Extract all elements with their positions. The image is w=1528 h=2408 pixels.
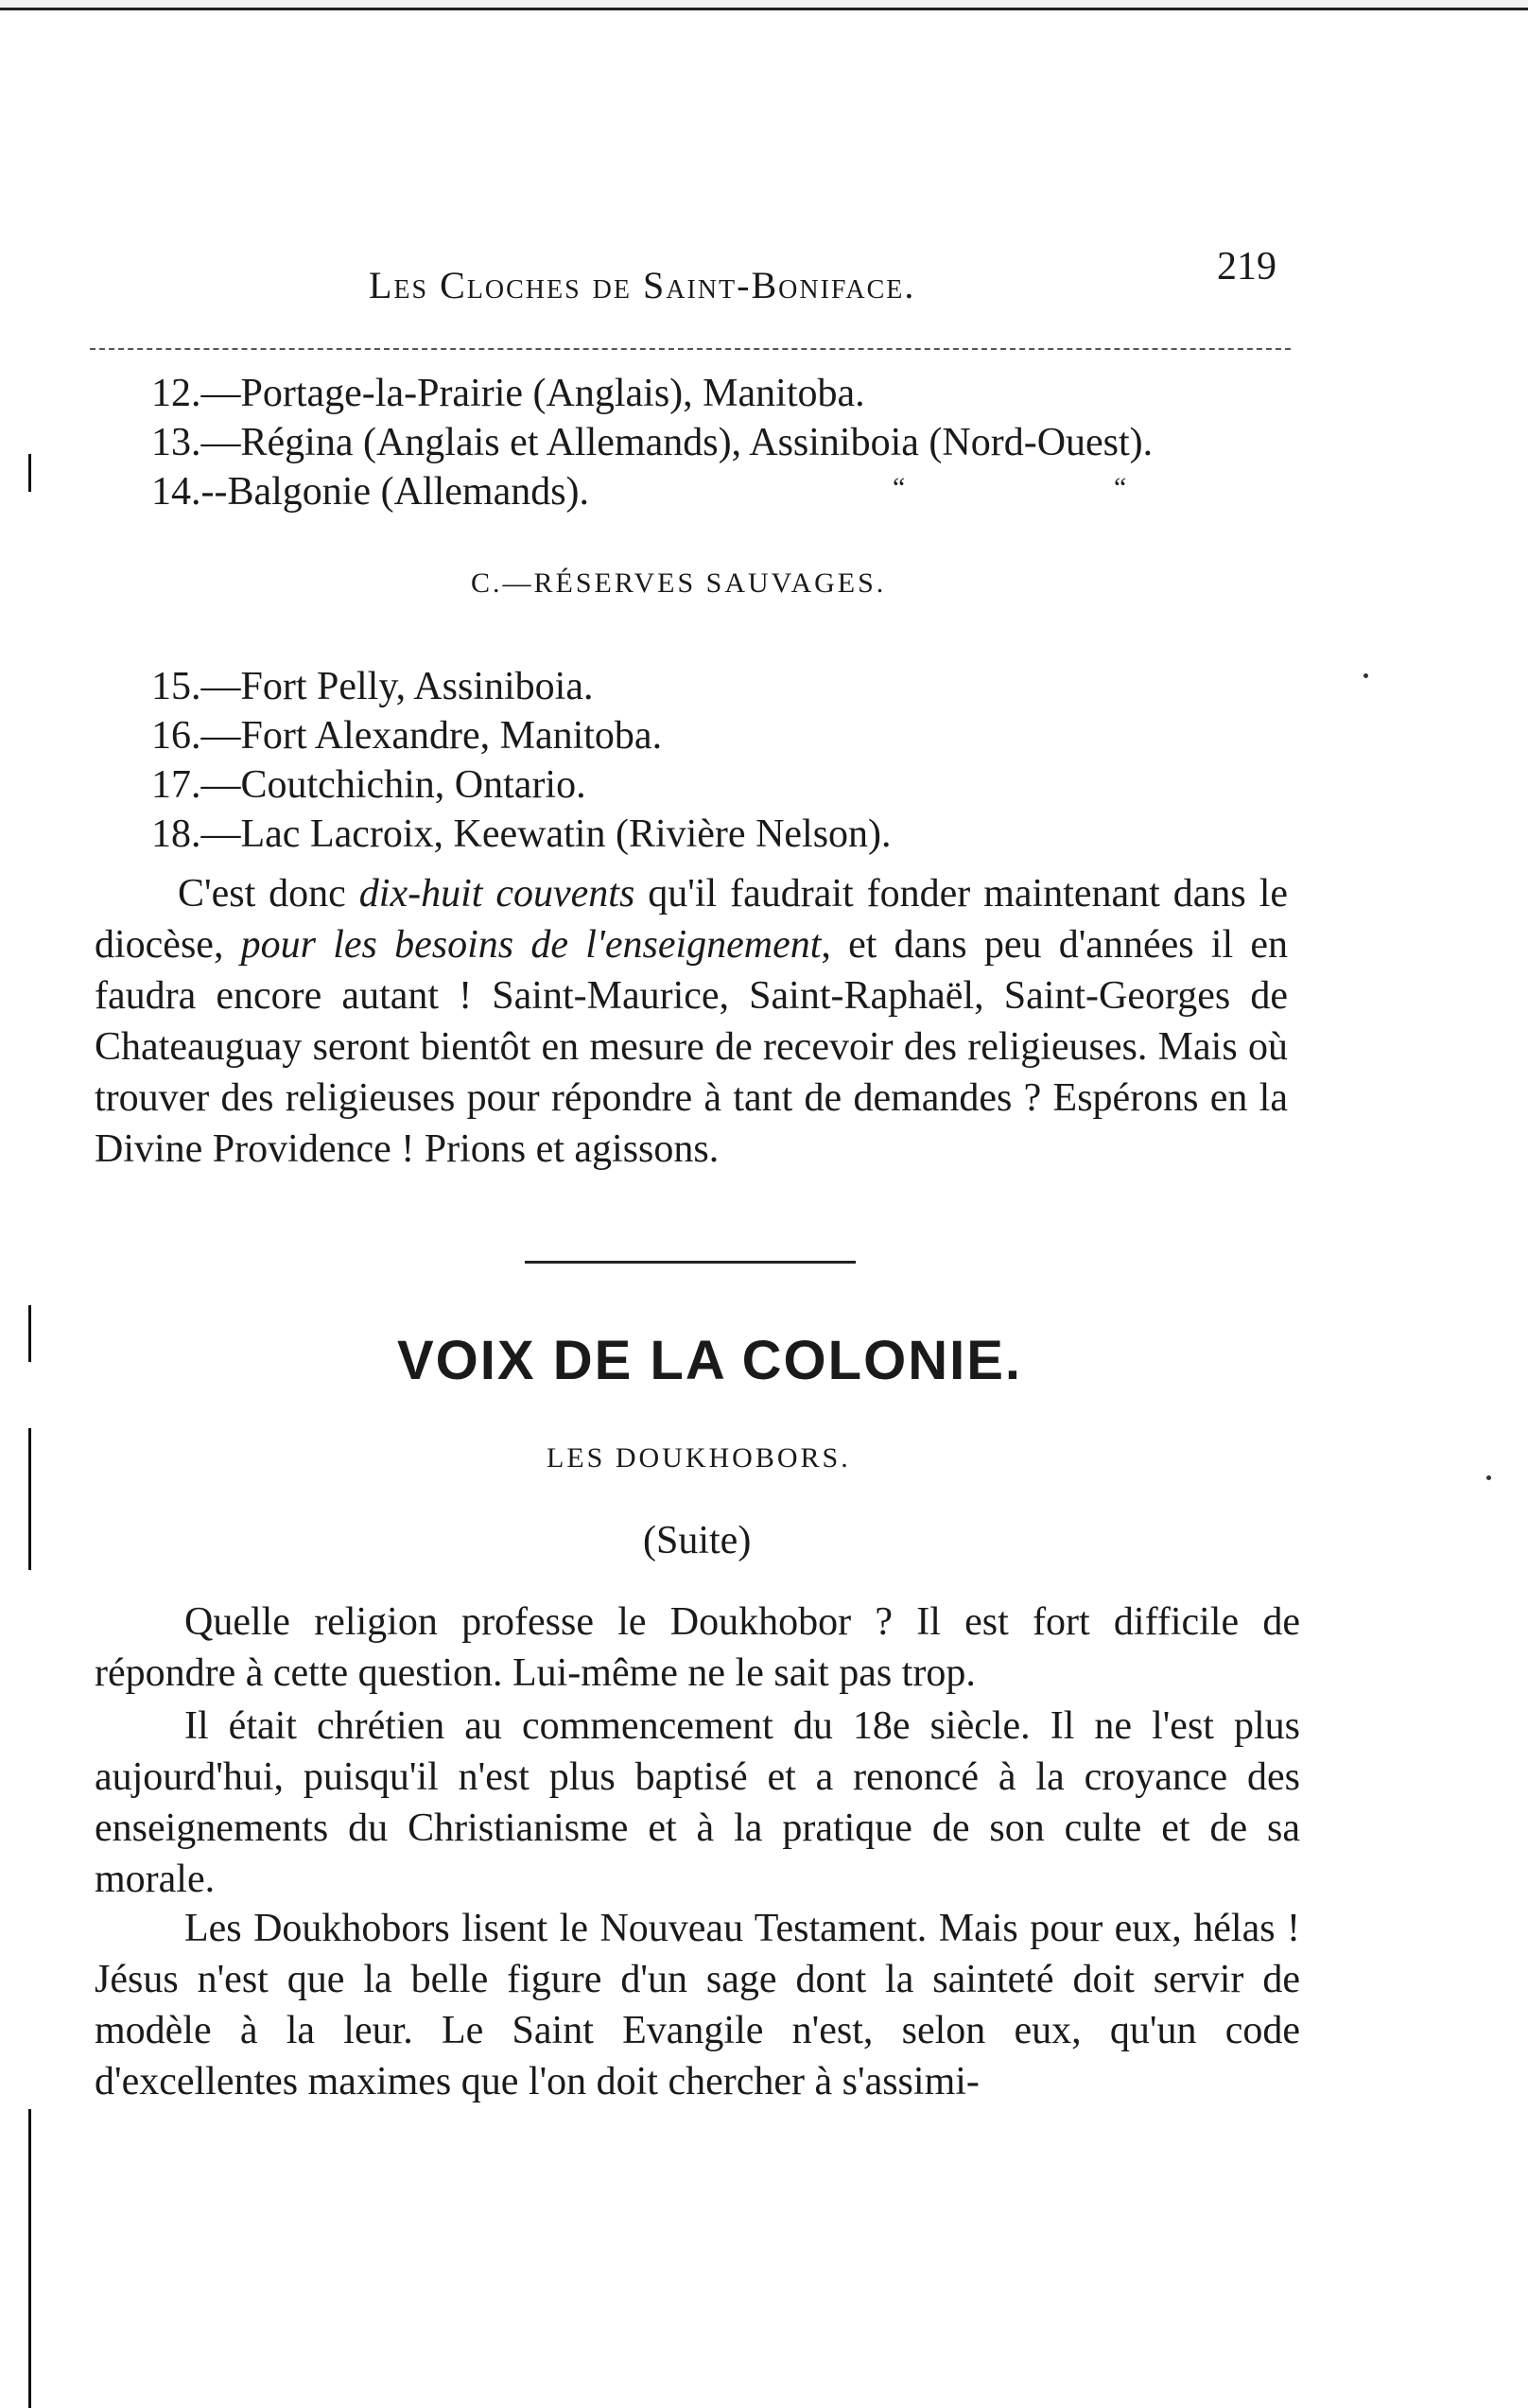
- emphasis: pour les besoins de l'enseignement: [240, 923, 822, 967]
- left-margin-mark: [28, 1305, 31, 1362]
- header-rule: [90, 348, 1291, 350]
- emphasis: dix-huit couvents: [358, 872, 635, 916]
- list-item: 13.—Régina (Anglais et Allemands), Assiniboia (Nord-Ouest).: [151, 421, 1154, 464]
- running-title: Les Cloches de Saint-Boniface.: [369, 264, 916, 306]
- left-margin-mark: [28, 454, 31, 492]
- running-header: [350, 244, 1276, 310]
- page-number: 219: [1217, 245, 1276, 288]
- section-heading-reserves: C.—RÉSERVES SAUVAGES.: [471, 567, 887, 599]
- paragraph-religion: Quelle religion professe le Doukhobor ? Il est fort difficile de répondre à cette question. Lui-même ne le sait pas trop.: [95, 1600, 1300, 1695]
- list-item: 18.—Lac Lacroix, Keewatin (Rivière Nelson).: [151, 812, 892, 856]
- suite-label: (Suite): [643, 1519, 752, 1562]
- ditto-mark: “: [893, 472, 906, 503]
- section-separator: [525, 1261, 856, 1264]
- section-title: VOIX DE LA COLONIE.: [397, 1330, 1023, 1391]
- paragraph-chretien: Il était chrétien au commencement du 18e siècle. Il ne l'est plus aujourd'hui, puisqu'il n'est plus baptisé et a renoncé à la croyance des enseignements du Christianisme et à la pratique de son culte et de sa morale.: [95, 1704, 1300, 1901]
- subsection-title: LES DOUKHOBORS.: [547, 1442, 851, 1474]
- ditto-mark: “: [1114, 472, 1127, 503]
- list-item: 16.—Fort Alexandre, Manitoba.: [151, 714, 663, 758]
- list-item: 12.—Portage-la-Prairie (Anglais), Manitoba.: [151, 372, 865, 415]
- paragraph-convents: C'est donc dix-huit couvents qu'il faudrait fonder maintenant dans le diocèse, pour les besoins de l'enseignement, et dans peu d'années il en faudra encore autant ! Saint-Maurice, Saint-Raphaël, Saint-Georges de Chateauguay seront bientôt en mesure de recevoir des religieuses. Mais où trouver des religieuses pour répondre à tant de demandes ? Espérons en la Divine Providence ! Prions et agissons.: [95, 872, 1289, 1171]
- list-b: [151, 369, 1153, 516]
- list-item: 15.—Fort Pelly, Assiniboia.: [151, 665, 594, 708]
- ink-speck: [1486, 1475, 1491, 1480]
- list-c: [151, 662, 892, 859]
- page-top-edge: [0, 0, 1528, 10]
- list-item: 17.—Coutchichin, Ontario.: [151, 763, 586, 807]
- left-margin-mark: [28, 2109, 31, 2408]
- paragraph-evangile: Les Doukhobors lisent le Nouveau Testament. Mais pour eux, hélas ! Jésus n'est que la belle figure d'un sage dont la sainteté doit servir de modèle à la leur. Le Saint Evangile n'est, selon eux, qu'un code d'excellentes maximes que l'on doit chercher à s'assimi-: [95, 1907, 1300, 2103]
- ink-speck: [1363, 673, 1368, 678]
- left-margin-mark: [28, 1428, 31, 1570]
- list-item: 14.--Balgonie (Allemands).: [151, 470, 590, 514]
